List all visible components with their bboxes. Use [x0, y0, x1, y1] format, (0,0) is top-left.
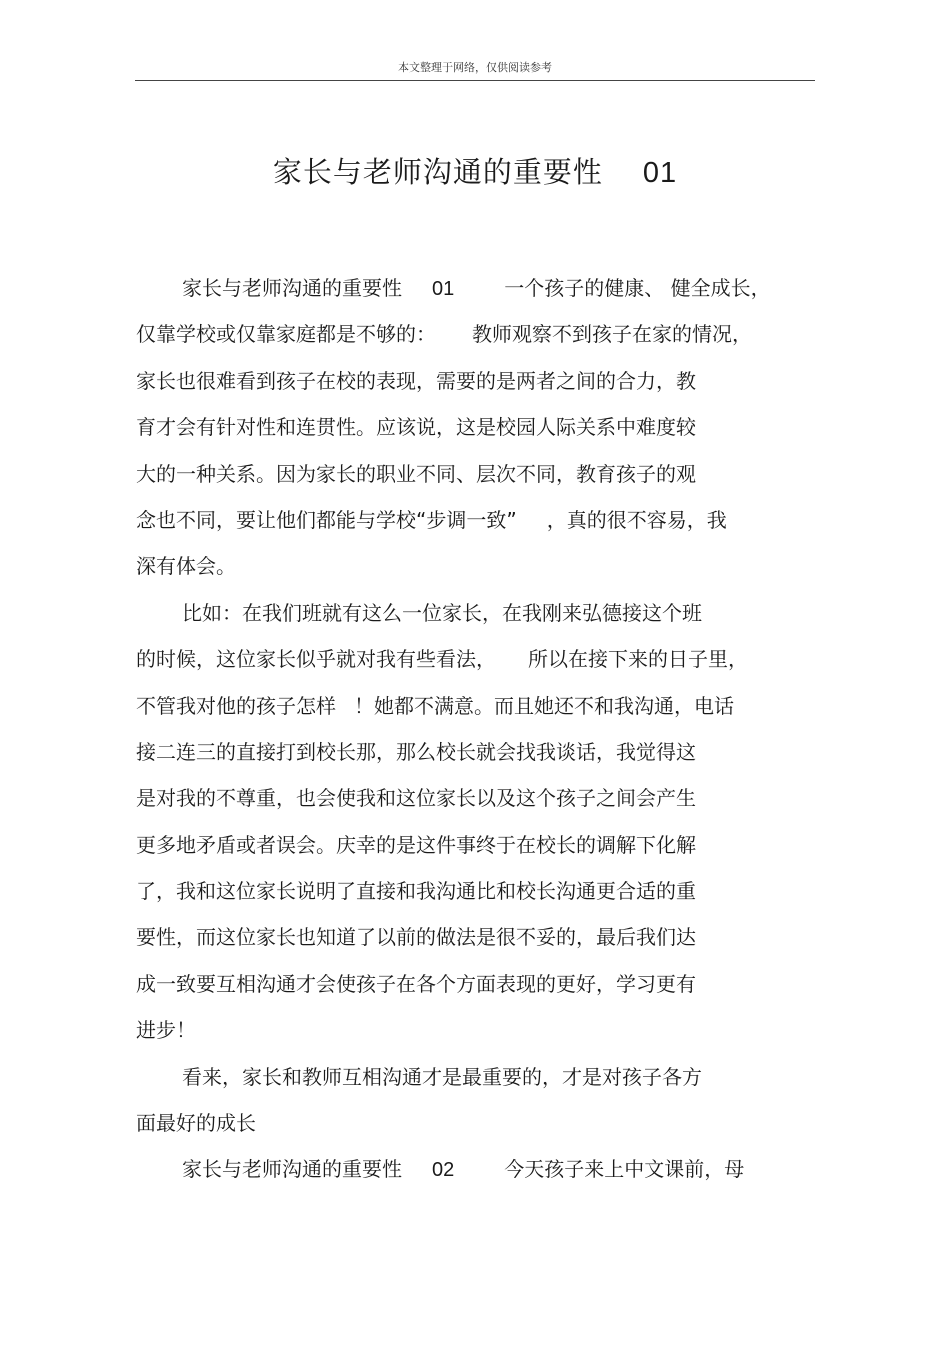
text-segment: 比如：在我们班就有这么一位家长，在我刚来弘德接这个班 [182, 600, 702, 625]
body-line [136, 917, 806, 963]
text-segment: 育才会有针对性和连贯性。应该说，这是校园人际关系中难度较 [136, 415, 696, 440]
text-segment: 所以在接下来的日子里， [528, 647, 748, 672]
page-header [135, 58, 815, 81]
text-segment: 02 [432, 1159, 455, 1182]
body-line [136, 871, 806, 917]
body-line [136, 778, 806, 824]
header-text: 本文整理于网络，仅供阅读参考 [398, 61, 552, 74]
body-line [136, 1010, 806, 1056]
text-segment: 要性，而这位家长也知道了以前的做法是很不妥的，最后我们达 [136, 925, 696, 950]
document-title [0, 150, 950, 195]
text-segment: 成一致要互相沟通才会使孩子在各个方面表现的更好，学习更有 [136, 971, 696, 996]
text-segment: 教师观察不到孩子在家的情况， [472, 322, 752, 347]
text-segment: 进步！ [136, 1018, 196, 1043]
document-body [136, 268, 806, 1196]
body-line [136, 268, 806, 314]
body-line [136, 639, 806, 685]
text-segment: 不管我对他的孩子怎样 [136, 693, 336, 718]
body-line [136, 1149, 806, 1195]
text-segment: 看来，家长和教师互相沟通才是最重要的，才是对孩子各方 [182, 1064, 702, 1089]
body-line [136, 500, 806, 546]
text-segment: 仅靠学校或仅靠家庭都是不够的： [136, 322, 436, 347]
text-segment: 的时候，这位家长似乎就对我有些看法， [136, 647, 496, 672]
text-segment: 是对我的不尊重，也会使我和这位家长以及这个孩子之间会产生 [136, 786, 696, 811]
text-segment: 家长也很难看到孩子在校的表现，需要的是两者之间的合力，教 [136, 368, 696, 393]
body-line [136, 1103, 806, 1149]
text-segment: 一个孩子的健康、 健全成长， [504, 276, 771, 300]
body-line [136, 1057, 806, 1103]
text-segment: ，真的很不容易，我 [546, 507, 727, 532]
text-segment: 01 [432, 278, 455, 300]
text-segment: 今天孩子来上中文课前，母 [504, 1157, 745, 1182]
body-line [136, 314, 806, 360]
body-line [136, 361, 806, 407]
title-number: 01 [642, 157, 678, 189]
body-line [136, 686, 806, 732]
text-segment: 了，我和这位家长说明了直接和我沟通比和校长沟通更合适的重 [136, 879, 696, 904]
text-segment: 家长与老师沟通的重要性 [182, 1157, 402, 1182]
text-segment: 接二连三的直接打到校长那，那么校长就会找我谈话，我觉得这 [136, 739, 696, 764]
body-line [136, 454, 806, 500]
text-segment: 念也不同，要让他们都能与学校“步调一致” [136, 507, 517, 532]
body-line [136, 825, 806, 871]
text-segment: 面最好的成长 [136, 1111, 256, 1136]
body-line [136, 732, 806, 778]
text-segment: 大的一种关系。因为家长的职业不同、层次不同，教育孩子的观 [136, 461, 696, 486]
text-segment: 更多地矛盾或者误会。庆幸的是这件事终于在校长的调解下化解 [136, 832, 696, 857]
body-line [136, 964, 806, 1010]
text-segment: 家长与老师沟通的重要性 [182, 276, 402, 300]
text-segment: ！她都不满意。而且她还不和我沟通，电话 [354, 693, 734, 718]
title-text: 家长与老师沟通的重要性 [272, 155, 603, 189]
body-line [136, 407, 806, 453]
body-line [136, 593, 806, 639]
text-segment: 深有体会。 [136, 554, 236, 579]
body-line [136, 546, 806, 592]
